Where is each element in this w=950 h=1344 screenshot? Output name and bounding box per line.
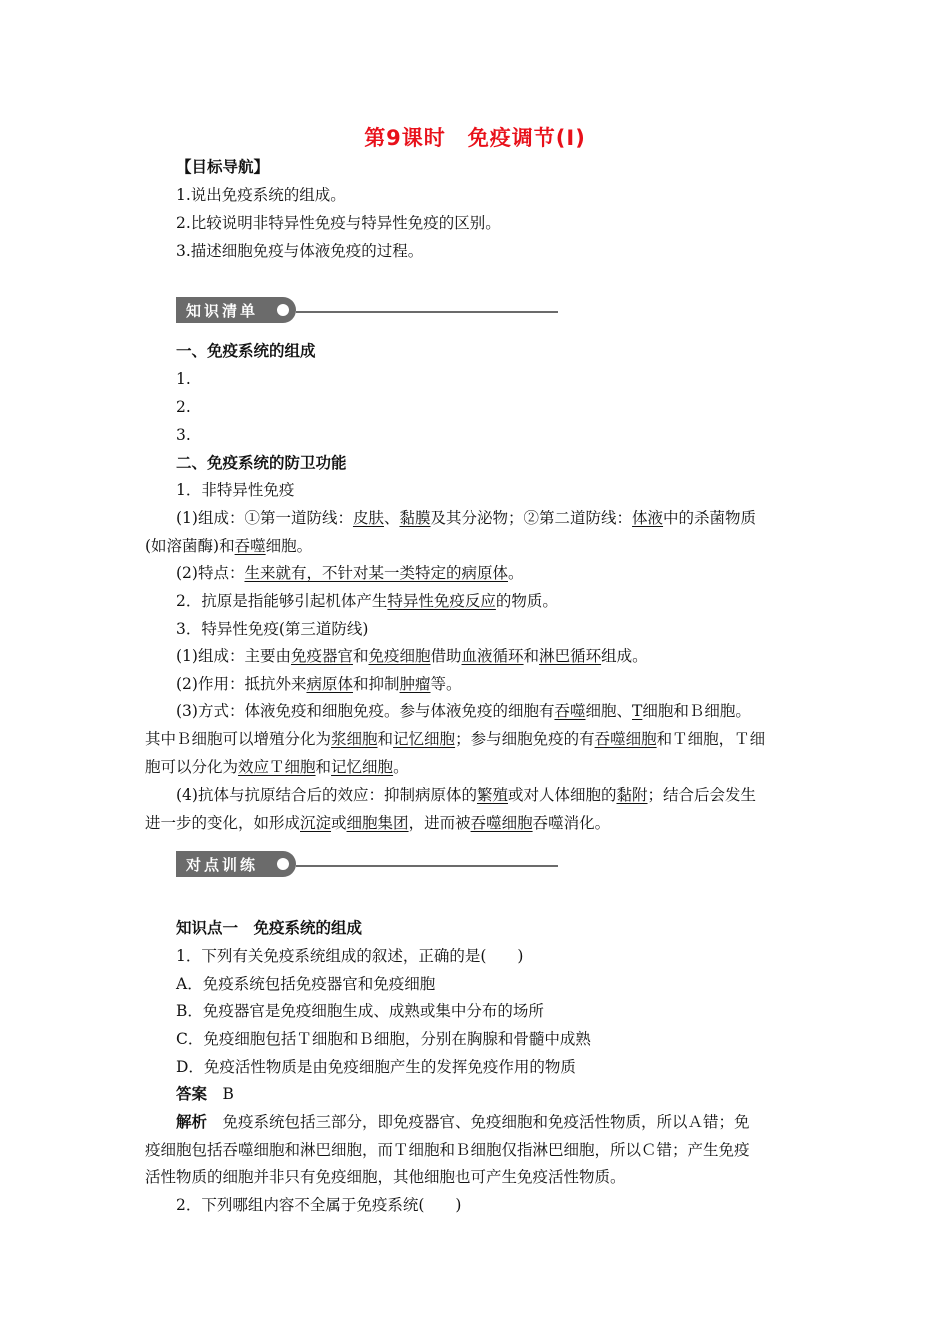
paragraph: 1．非特异性免疫 xyxy=(176,481,295,499)
explanation: 活性物质的细胞并非只有免疫细胞，其他细胞也可产生免疫活性物质。 xyxy=(145,1168,626,1186)
section-banner-practice xyxy=(176,851,558,877)
divider xyxy=(296,865,558,867)
question: 1．下列有关免疫系统组成的叙述，正确的是( ) xyxy=(176,947,524,965)
option-b: B．免疫器官是免疫细胞生成、成熟或集中分布的场所 xyxy=(176,1002,544,1020)
paragraph: (2)特点：生来就有，不针对某一类特定的病原体。 xyxy=(176,564,524,582)
banner-label: 知识清单 xyxy=(186,302,259,320)
section-heading: 知识点一 免疫系统的组成 xyxy=(176,919,363,937)
goals-heading: 【目标导航】 xyxy=(176,158,270,176)
section-heading: 一、免疫系统的组成 xyxy=(176,342,316,360)
paragraph: (如溶菌酶)和吞噬细胞。 xyxy=(145,537,313,555)
goal-item: 2.比较说明非特异性免疫与特异性免疫的区别。 xyxy=(176,214,501,232)
list-item: 2. xyxy=(176,398,191,416)
list-item: 3. xyxy=(176,426,191,444)
dot-icon xyxy=(277,858,289,870)
paragraph: (3)方式：体液免疫和细胞免疫。参与体液免疫的细胞有吞噬细胞、T细胞和Ｂ细胞。 xyxy=(176,702,751,720)
paragraph: (1)组成：主要由免疫器官和免疫细胞借助血液循环和淋巴循环组成。 xyxy=(176,647,648,665)
option-c: C．免疫细胞包括Ｔ细胞和Ｂ细胞，分别在胸腺和骨髓中成熟 xyxy=(176,1030,591,1048)
paragraph: 进一步的变化，如形成沉淀或细胞集团，进而被吞噬细胞吞噬消化。 xyxy=(145,814,611,832)
option-a: A．免疫系统包括免疫器官和免疫细胞 xyxy=(176,975,436,993)
goal-item: 3.描述细胞免疫与体液免疫的过程。 xyxy=(176,242,424,260)
paragraph: (4)抗体与抗原结合后的效应：抑制病原体的繁殖或对人体细胞的黏附；结合后会发生 xyxy=(176,786,757,804)
dot-icon xyxy=(277,304,289,316)
paragraph: 3．特异性免疫(第三道防线) xyxy=(176,620,369,638)
answer: 答案 B xyxy=(176,1085,234,1103)
divider xyxy=(296,311,558,313)
explanation: 疫细胞包括吞噬细胞和淋巴细胞，而Ｔ细胞和Ｂ细胞仅指淋巴细胞，所以Ｃ错；产生免疫 xyxy=(145,1141,750,1159)
section-banner-knowledge xyxy=(176,297,558,323)
paragraph: 胞可以分化为效应Ｔ细胞和记忆细胞。 xyxy=(145,758,409,776)
paragraph: (2)作用：抵抗外来病原体和抑制肿瘤等。 xyxy=(176,675,462,693)
list-item: 1. xyxy=(176,370,191,388)
section-heading: 二、免疫系统的防卫功能 xyxy=(176,454,347,472)
paragraph: 2．抗原是指能够引起机体产生特异性免疫反应的物质。 xyxy=(176,592,558,610)
paragraph: 其中Ｂ细胞可以增殖分化为浆细胞和记忆细胞；参与细胞免疫的有吞噬细胞和Ｔ细胞，Ｔ细 xyxy=(145,730,766,748)
question: 2．下列哪组内容不全属于免疫系统( ) xyxy=(176,1196,462,1214)
page-title: 第9课时 免疫调节(Ⅰ) xyxy=(364,126,586,150)
option-d: D．免疫活性物质是由免疫细胞产生的发挥免疫作用的物质 xyxy=(176,1058,576,1076)
goal-item: 1.说出免疫系统的组成。 xyxy=(176,186,346,204)
explanation: 解析 免疫系统包括三部分，即免疫器官、免疫细胞和免疫活性物质，所以Ａ错；免 xyxy=(176,1113,750,1131)
paragraph: (1)组成：①第一道防线：皮肤、黏膜及其分泌物；②第二道防线：体液中的杀菌物质 xyxy=(176,509,757,527)
banner-label: 对点训练 xyxy=(186,856,259,874)
